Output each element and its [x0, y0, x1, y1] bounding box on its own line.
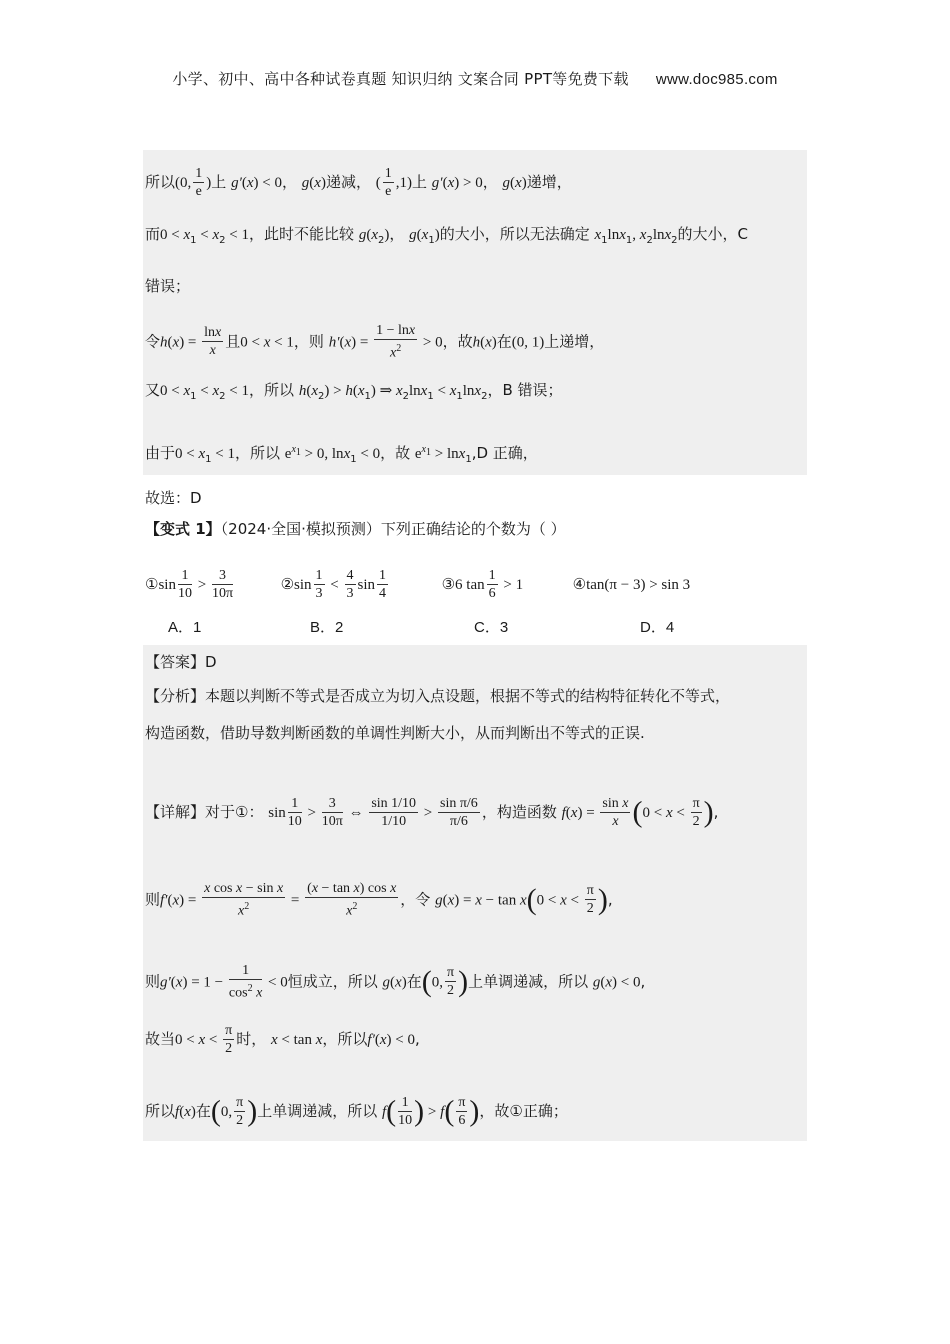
page-header — [0, 68, 950, 89]
item-3: ③6 tan $\frac{1}{6}$ > 1 — [441, 568, 524, 601]
choice-c[interactable]: C．3 — [474, 619, 509, 636]
variant-tag: 【变式 1】 — [145, 520, 221, 538]
variant-question: 【变式 1】（2024·全国·模拟预测）下列正确结论的个数为（ ） — [145, 520, 566, 538]
header-url[interactable]: www.doc985.com — [655, 71, 778, 88]
detail-line1: 【详解】对于①： sin $\frac{1}{10}$ > $\frac{3}{10\pi}$ ⇔ $\frac{\sin 1/10}{1/10}$ > $\frac{\text{sin π/6}}{\pi/6}$ ，构造函数 f(x) = $\frac{\text{sin x}}{x}$ (0 < x < $\frac{\pi}{2}$ ), — [145, 795, 719, 829]
block1-line2: 而$0 < x_1 < x_2 < 1$，此时不能比较 $g(x_2)$， $g(x_1)$的大小，所以无法确定 $x_1\ln x_1$, $x_2\ln x_2$的大小，C — [145, 225, 749, 246]
block1-line6: 由于$0 < x_1 < 1$，所以 $e^{x_1} > 0$, lnx$_1$ < 0，故 $e^{x_1} > \ln x_1,D$ 正确， — [145, 444, 538, 465]
choice-b[interactable]: B．2 — [310, 619, 344, 636]
analysis-line1: 【分析】本题以判断不等式是否成立为切入点设题，根据不等式的结构特征转化不等式， — [145, 687, 731, 705]
conclusion-text: 故选：D — [145, 489, 202, 507]
detail-line5: 所以f(x)在(0, $\frac{\pi}{2}$ )上单调递减，所以 f( $\frac{1}{10}$ ) > f( $\frac{\pi}{6}$ )，故①正确； — [145, 1094, 568, 1128]
block1-line1: 所以(0, $\frac{1}{e}$ )上 g′(x) < 0， g(x)递减， ( $\frac{1}{e}$ ,1)上 g′(x) > 0， g(x)递增， — [145, 166, 572, 199]
analysis-line2: 构造函数，借助导数判断函数的单调性判断大小，从而判断出不等式的正误. — [145, 724, 645, 742]
detail-line2: 则f′(x) = $\frac{\text{x cos x − sin x}}{x^2}$ = $\frac{\text{(x − tan x) cos x}}{x^2}$ ，令 g(x) = x − tan x(0 < x < $\frac{\pi}{2}$ ), — [145, 881, 613, 919]
block1-line5: 又$0 < x_1 < x_2 < 1$，所以 $h(x_2) > h(x_1)$ ⇒ $x_2\ln x_1 < x_1\ln x_2$，B 错误； — [145, 381, 563, 402]
block1-line4: 令h(x) = $\frac{\ln x}{x}$ 且0 < x < 1，则 h′(x) = $\frac{1 - \ln x}{x^2}$ > 0，故h(x)在(0, 1)上递增， — [145, 323, 605, 361]
detail-line4: 故当0 < x < $\frac{\pi}{2}$ 时， x < tan x，所以f′(x) < 0, — [145, 1023, 420, 1056]
item-2: ②sin $\frac{1}{3}$ < $\frac{4}{3}$ sin $\frac{1}{4}$ — [280, 568, 387, 601]
header-text: 小学、初中、高中各种试卷真题 知识归纳 文案合同 PPT等免费下载 — [172, 70, 629, 88]
item-4: ④tan(π − 3) > sin 3 — [572, 575, 691, 593]
detail-line3: 则g′(x) = 1 − $\frac{1}{\cos^2 x}$ < 0恒成立，所以 g(x)在(0, $\frac{\pi}{2}$ )上单调递减，所以 g(x) < 0, — [145, 963, 646, 1001]
choice-a[interactable]: A．1 — [168, 619, 202, 636]
choice-d[interactable]: D．4 — [640, 619, 675, 636]
answer-value: D — [205, 653, 217, 671]
answer-line: 【答案】D — [145, 653, 217, 671]
block1-line3: 错误； — [145, 277, 191, 295]
item-list — [145, 567, 690, 602]
item-1: ①sin $\frac{1}{10}$ > $\frac{3}{10\pi}$ — [145, 568, 234, 601]
